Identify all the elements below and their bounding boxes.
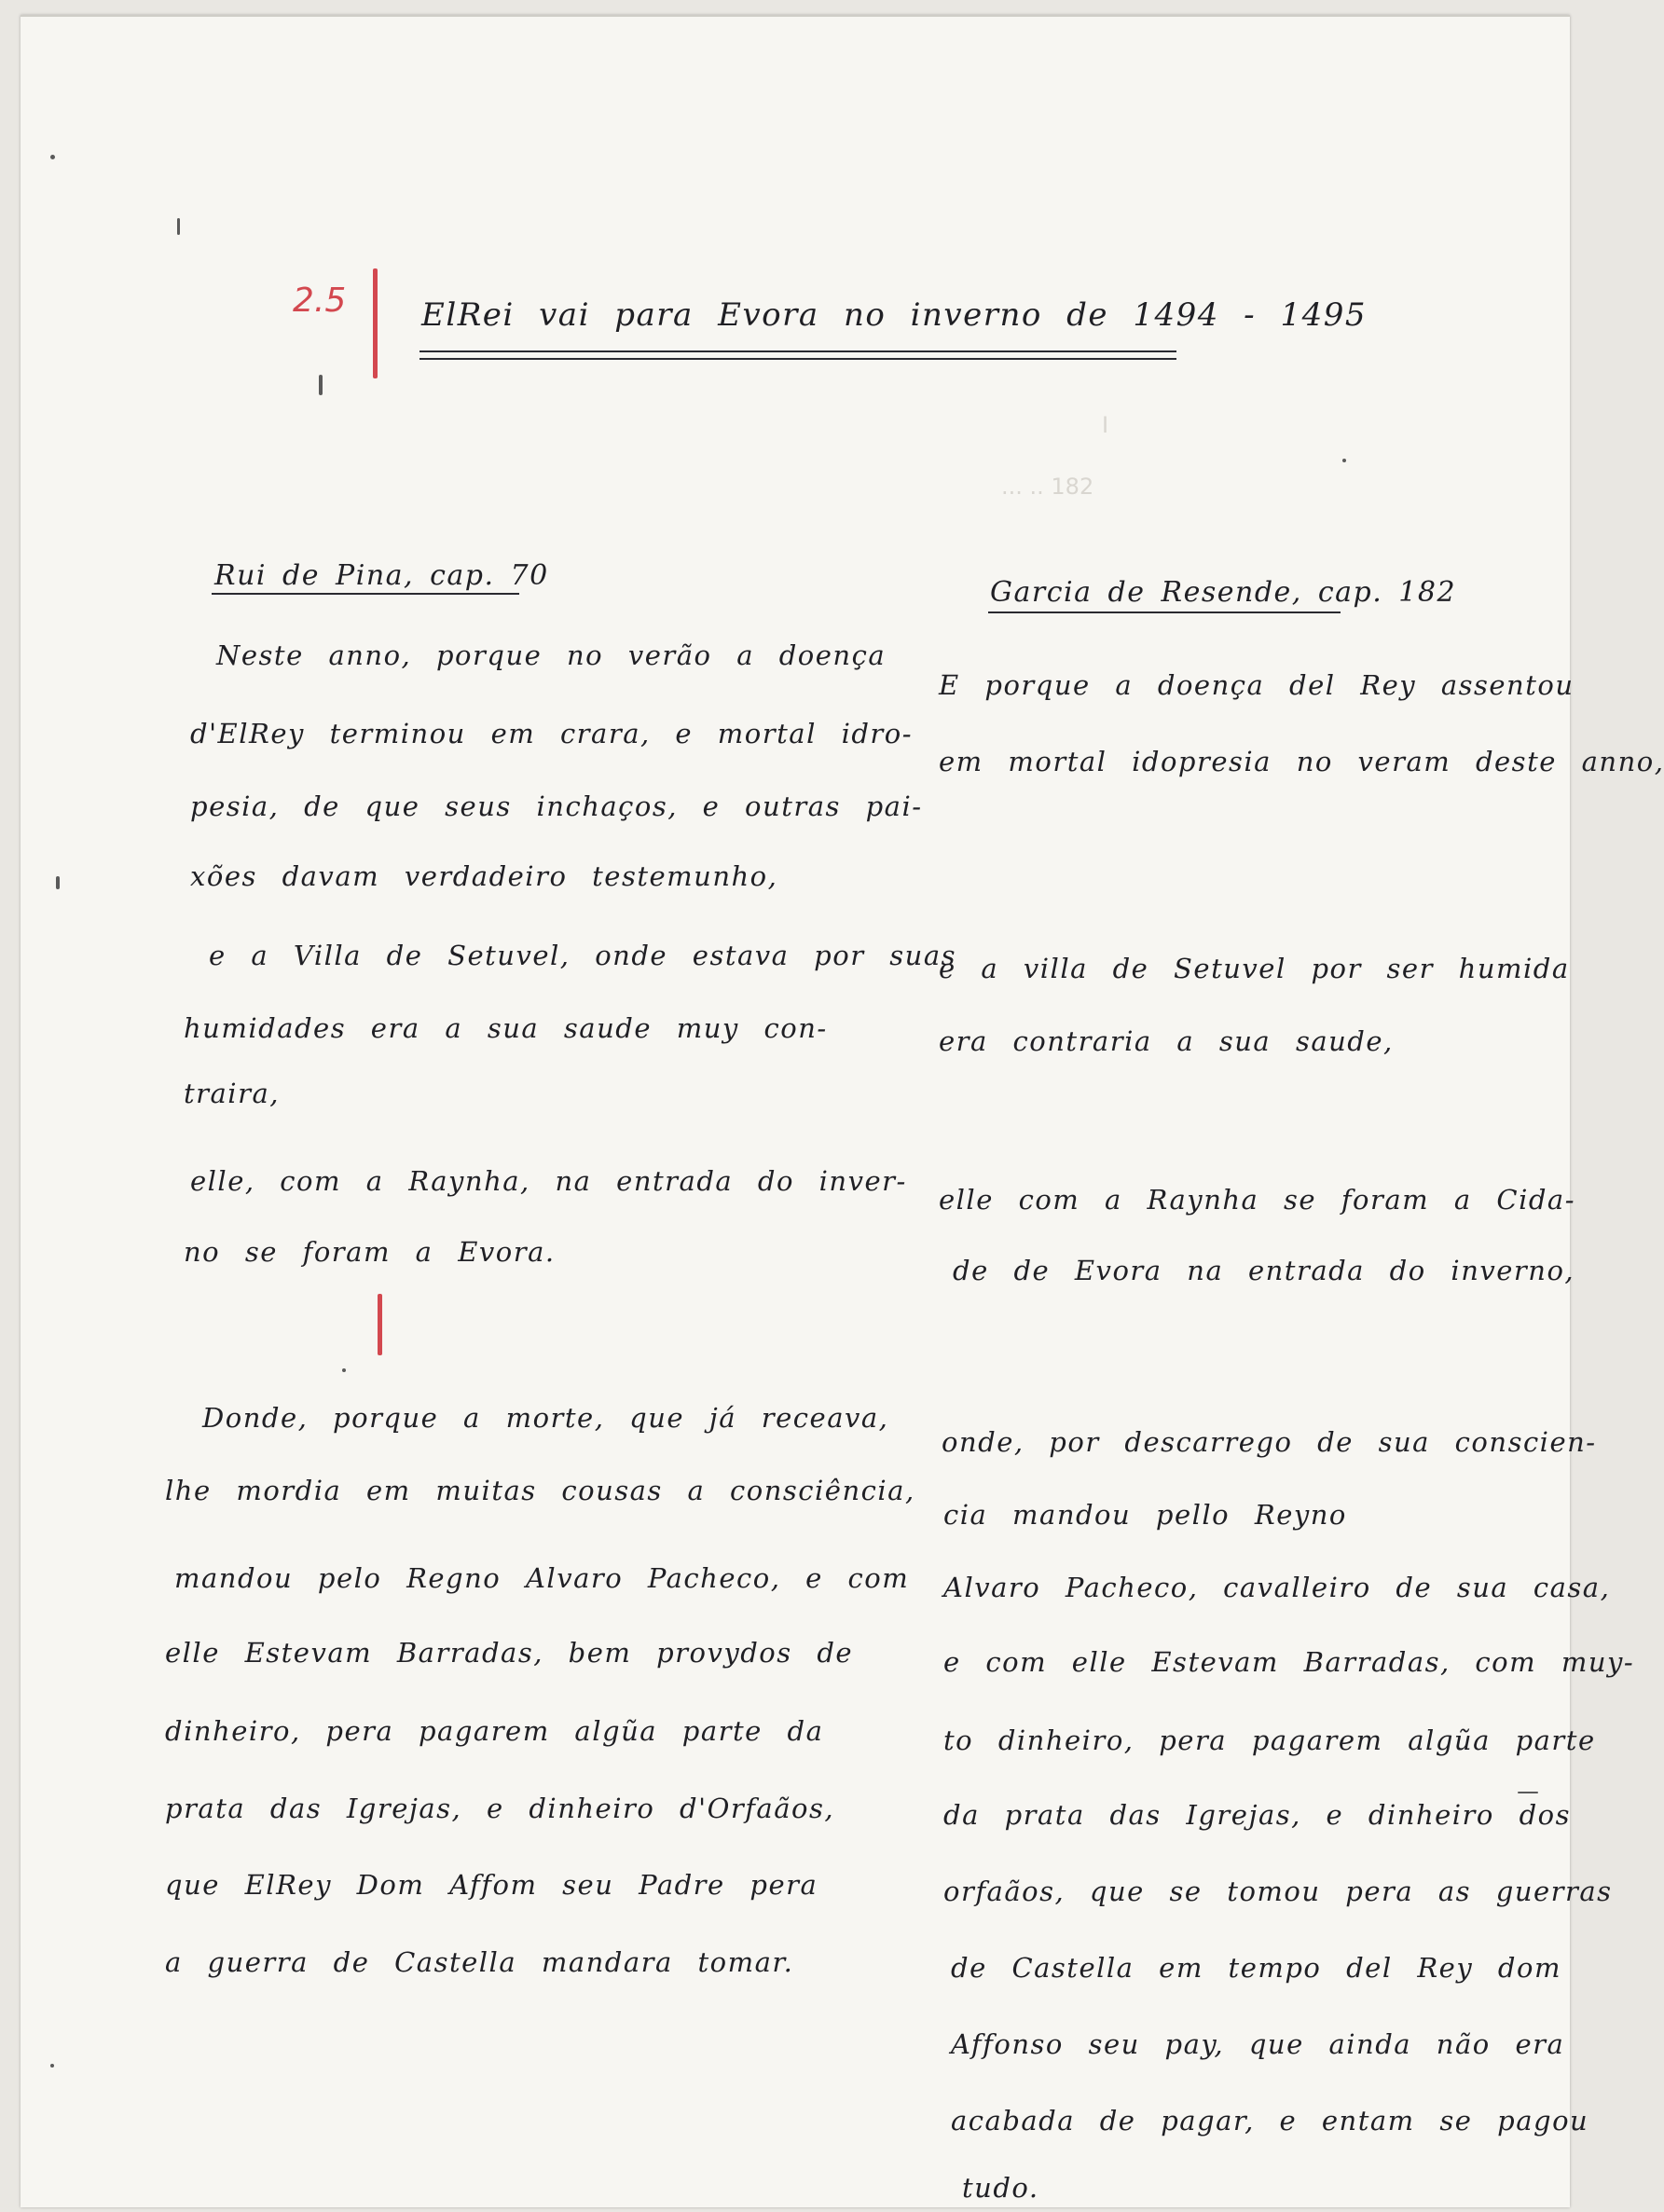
left-heading-underline bbox=[212, 593, 519, 595]
left-line: dinheiro, pera pagarem algũa parte da bbox=[165, 1715, 824, 1747]
left-line: xões davam verdadeiro testemunho, bbox=[190, 860, 778, 892]
paper-speck bbox=[319, 375, 323, 395]
left-line: que ElRey Dom Affom seu Padre pera bbox=[165, 1869, 818, 1901]
right-line: E porque a doença del Rey assentou bbox=[939, 669, 1575, 701]
left-line: humidades era a sua saude muy con- bbox=[184, 1012, 828, 1044]
page-title: ElRei vai para Evora no inverno de 1494 - 1495 bbox=[421, 296, 1368, 334]
paper-speck bbox=[56, 876, 60, 889]
right-heading-underline bbox=[988, 611, 1341, 613]
right-line: da prata das Igrejas, e dinheiro dos bbox=[943, 1799, 1572, 1831]
right-line: tudo. bbox=[962, 2172, 1039, 2204]
section-number: 2.5 bbox=[293, 282, 347, 320]
title-underline-upper bbox=[419, 350, 1176, 352]
left-line: Donde, porque a morte, que já receava, bbox=[202, 1402, 889, 1434]
right-line: elle com a Raynha se foram a Cida- bbox=[939, 1184, 1576, 1216]
right-line: orfaãos, que se tomou pera as guerras bbox=[943, 1875, 1613, 1907]
right-line: era contraria a sua saude, bbox=[939, 1025, 1394, 1057]
title-underline-lower bbox=[419, 358, 1176, 360]
right-line: e com elle Estevam Barradas, com muy- bbox=[943, 1646, 1635, 1678]
paper-speck bbox=[177, 218, 180, 235]
right-line: em mortal idopresia no veram deste anno, bbox=[939, 746, 1664, 777]
right-line: Alvaro Pacheco, cavalleiro de sua casa, bbox=[943, 1572, 1611, 1603]
left-line: no se foram a Evora. bbox=[184, 1236, 556, 1268]
right-line: acabada de pagar, e entam se pagou bbox=[951, 2105, 1589, 2136]
right-line: de de Evora na entrada do inverno, bbox=[953, 1255, 1575, 1286]
paper-speck bbox=[50, 155, 55, 159]
left-line: e a Villa de Setuvel, onde estava por suas bbox=[209, 940, 957, 971]
right-line: de Castella em tempo del Rey dom bbox=[951, 1952, 1561, 1984]
left-line: d'ElRey terminou em crara, e mortal idro- bbox=[190, 718, 914, 749]
right-line: onde, por descarrego de sua conscien- bbox=[942, 1426, 1597, 1458]
paper-speck bbox=[1342, 459, 1346, 462]
right-line: to dinheiro, pera pagarem algũa parte bbox=[943, 1724, 1596, 1756]
paper-speck bbox=[50, 2064, 54, 2068]
right-line: e a villa de Setuvel por ser humida bbox=[939, 953, 1570, 984]
left-line: a guerra de Castella mandara tomar. bbox=[165, 1946, 794, 1978]
right-line: Affonso seu pay, que ainda não era bbox=[951, 2028, 1565, 2060]
left-column-heading: Rui de Pina, cap. 70 bbox=[214, 559, 549, 592]
red-margin-mark bbox=[378, 1294, 382, 1355]
red-margin-mark bbox=[373, 268, 378, 378]
show-through-mark: ... .. 182 bbox=[1001, 474, 1094, 500]
right-column-heading: Garcia de Resende, cap. 182 bbox=[990, 576, 1457, 609]
paper-speck bbox=[342, 1368, 346, 1372]
left-line: pesia, de que seus inchaços, e outras pai- bbox=[190, 790, 923, 822]
manuscript-page bbox=[21, 15, 1664, 2207]
left-line: elle Estevam Barradas, bem provydos de bbox=[165, 1637, 854, 1669]
left-line: traira, bbox=[184, 1078, 280, 1109]
left-line: prata das Igrejas, e dinheiro d'Orfaãos, bbox=[165, 1793, 835, 1824]
paper-speck bbox=[1518, 1792, 1538, 1793]
left-line: Neste anno, porque no verão a doença bbox=[216, 639, 887, 671]
left-line: lhe mordia em muitas cousas a consciência, bbox=[165, 1475, 915, 1506]
show-through-mark: I bbox=[1102, 412, 1109, 438]
right-line: cia mandou pello Reyno bbox=[943, 1499, 1347, 1531]
left-line: elle, com a Raynha, na entrada do inver- bbox=[190, 1165, 907, 1197]
left-line: mandou pelo Regno Alvaro Pacheco, e com bbox=[174, 1562, 910, 1594]
